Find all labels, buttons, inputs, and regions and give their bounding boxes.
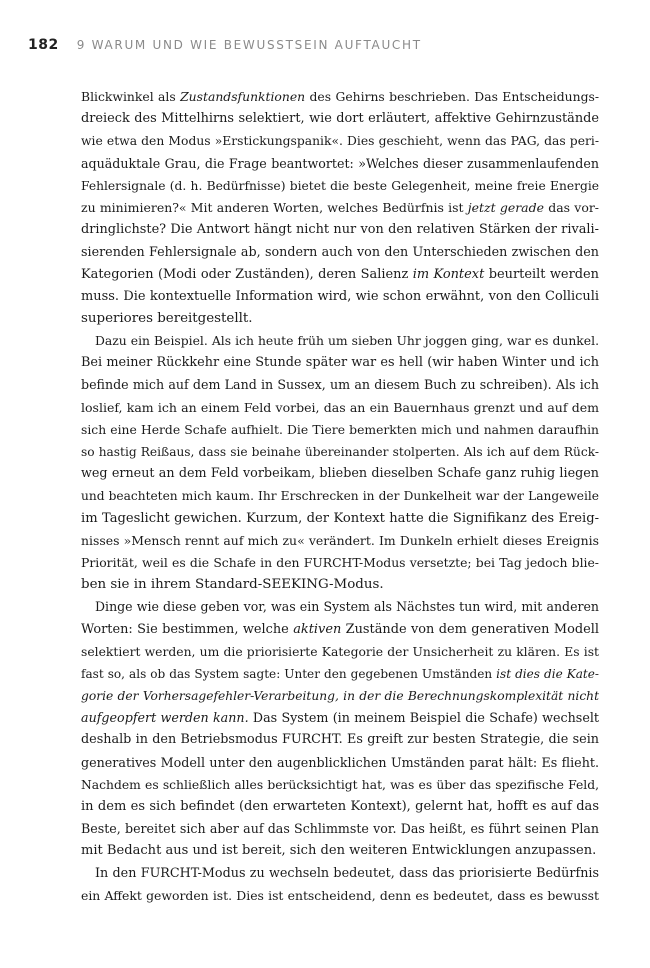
text-line: Blickwinkel als Zustandsfunktionen des Gehirns beschrieben. Das Entscheidungs- bbox=[81, 90, 599, 104]
paragraph bbox=[81, 863, 599, 907]
paragraph bbox=[81, 86, 599, 330]
text-line: Dazu ein Beispiel. Als ich heute früh um sieben Uhr joggen ging, war es dunkel. bbox=[95, 334, 599, 349]
text-line: zu minimieren?« Mit anderen Worten, welches Bedürfnis ist jetzt gerade das vor- bbox=[81, 199, 600, 215]
text-line: fast so, als ob das System sagte: Unter den gegebenen Umständen ist dies die Kate- bbox=[81, 666, 599, 681]
text-line: In den FURCHT-Modus zu wechseln bedeutet, dass das priorisierte Bedürfnis bbox=[95, 865, 599, 881]
chapter-title: 9 WARUM UND WIE BEWUSSTSEIN AUFTAUCHT bbox=[76, 38, 422, 52]
text-line: sierenden Fehlersignale ab, sondern auch von den Unterschieden zwischen den bbox=[81, 244, 599, 260]
text-line: Fehlersignale (d. h. Bedürfnisse) bietet die beste Gelegenheit, meine freie Energie bbox=[81, 178, 599, 193]
text-line: generatives Modell unter den augenblicklichen Umständen parat hält: Es flieht. bbox=[81, 754, 599, 770]
text-line: muss. Die kontextuelle Information wird, wie schon erwähnt, von den Colliculi bbox=[81, 288, 599, 304]
text-line: befinde mich auf dem Land in Sussex, um an diesem Buch zu schreiben). Als ich bbox=[81, 377, 599, 393]
text-line: nisses »Mensch rennt auf mich zu« verändert. Im Dunkeln erhielt dieses Ereignis bbox=[81, 532, 599, 548]
text-line: dreieck des Mittelhirns selektiert, wie dort erläutert, affektive Gehirnzustände bbox=[81, 111, 599, 127]
text-line: aufgeopfert werden kann. Das System (in meinem Beispiel die Schafe) wechselt bbox=[81, 710, 599, 726]
paragraph bbox=[81, 596, 599, 862]
text-line: sich eine Herde Schafe aufhielt. Die Tiere bemerkten mich und nahmen daraufhin bbox=[81, 422, 599, 437]
text-line: Worten: Sie bestimmen, welche aktiven Zustände von dem generativen Modell bbox=[81, 621, 599, 637]
text-line: Kategorien (Modi oder Zuständen), deren Salienz im Kontext beurteilt werden bbox=[81, 266, 599, 282]
text-line: weg erneut an dem Feld vorbeikam, blieben dieselben Schafe ganz ruhig liegen bbox=[81, 466, 599, 482]
paragraph bbox=[81, 330, 599, 596]
text-line: Priorität, weil es die Schafe in den FURCHT-Modus versetzte; bei Tag jedoch blie- bbox=[81, 554, 599, 570]
text-line: Bei meiner Rückkehr eine Stunde später war es hell (wir haben Winter und ich bbox=[81, 355, 599, 371]
text-line: superiores bereitgestellt. bbox=[81, 310, 253, 326]
text-line: dringlichste? Die Antwort hängt nicht nur von den relativen Stärken der rivali- bbox=[81, 222, 599, 238]
text-line: Dinge wie diese geben vor, was ein System als Nächstes tun wird, mit anderen bbox=[95, 599, 599, 615]
running-head bbox=[28, 34, 422, 53]
text-line: wie etwa den Modus »Erstickungspanik«. Dies geschieht, wenn das PAG, das peri- bbox=[81, 134, 599, 149]
text-line: Beste, bereitet sich aber auf das Schlimmste vor. Das heißt, es führt seinen Plan bbox=[81, 821, 599, 837]
text-line: ein Affekt geworden ist. Dies ist entscheidend, denn es bedeutet, dass es bewusst bbox=[81, 887, 599, 903]
text-line: loslief, kam ich an einem Feld vorbei, das an ein Bauernhaus grenzt und auf dem bbox=[81, 399, 599, 415]
text-line: in dem es sich befindet (den erwarteten Kontext), gelernt hat, hofft es auf das bbox=[81, 799, 599, 814]
text-line: gorie der Vorhersagefehler-Verarbeitung, in der die Berechnungskomplexität nicht bbox=[81, 689, 599, 704]
text-line: deshalb in den Betriebsmodus FURCHT. Es greift zur besten Strategie, die sein bbox=[81, 732, 599, 748]
text-line: aquäduktale Grau, die Frage beantwortet: »Welches dieser zusammenlaufenden bbox=[81, 155, 599, 171]
text-line: ben sie in ihrem Standard-SEEKING-Modus. bbox=[81, 577, 384, 593]
text-line: im Tageslicht gewichen. Kurzum, der Kontext hatte die Signifikanz des Ereig- bbox=[81, 510, 599, 526]
text-line: und beachteten mich kaum. Ihr Erschrecken in der Dunkelheit war der Langeweile bbox=[81, 489, 599, 504]
text-line: mit Bedacht aus und ist bereit, sich den weiteren Entwicklungen anzupassen. bbox=[81, 843, 597, 859]
text-line: Nachdem es schließlich alles berücksichtigt hat, was es über das spezifische Feld, bbox=[81, 777, 599, 792]
text-line: so hastig Reißaus, dass sie beinahe übereinander stolperten. Als ich auf dem Rück- bbox=[81, 445, 599, 459]
body-text bbox=[81, 86, 599, 907]
page-number: 182 bbox=[28, 37, 59, 53]
text-line: selektiert werden, um die priorisierte Kategorie der Unsicherheit zu klären. Es ist bbox=[81, 644, 599, 659]
